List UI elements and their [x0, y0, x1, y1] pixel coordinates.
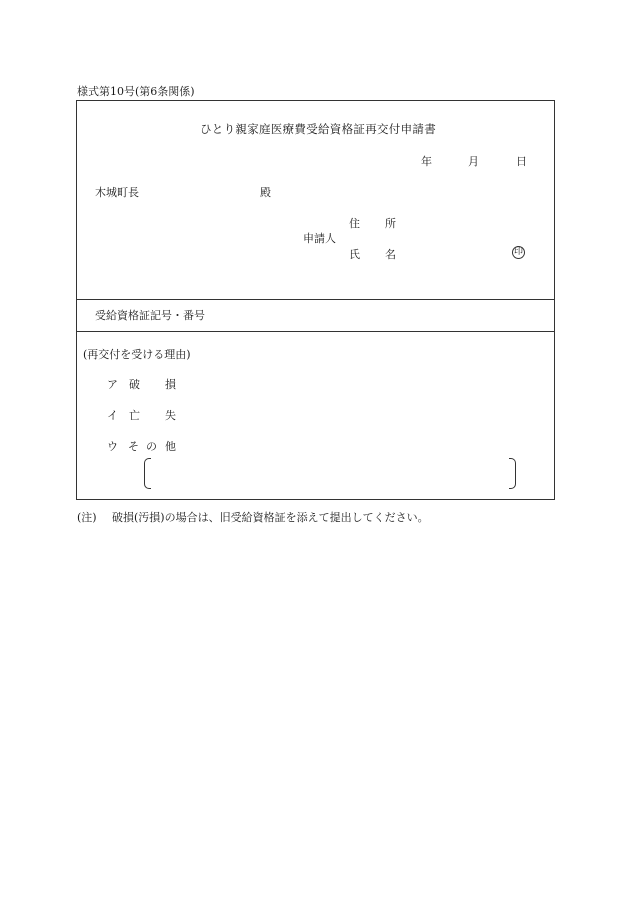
applicant-label: 申請人 — [303, 232, 336, 245]
name-label: 名 — [385, 248, 396, 261]
note-text: 破損(汚損)の場合は、旧受給資格証を添えて提出してください。 — [112, 511, 429, 524]
section-divider — [77, 331, 554, 332]
reason-option-label: そ — [128, 440, 139, 453]
date-day-label: 日 — [516, 155, 527, 168]
reason-option-label: 失 — [165, 409, 176, 422]
other-reason-bracket-right — [509, 458, 516, 489]
reason-option-label: 損 — [165, 378, 176, 391]
reason-option-letter: ア — [107, 378, 118, 391]
cert-number-label: 受給資格証記号・番号 — [95, 309, 205, 322]
address-label: 住 — [349, 217, 360, 230]
reason-option-letter: イ — [107, 409, 118, 422]
reason-option-label: 亡 — [129, 409, 140, 422]
name-label: 氏 — [349, 248, 360, 261]
address-label: 所 — [385, 217, 396, 230]
date-month-label: 月 — [468, 155, 479, 168]
seal-mark-icon: 印 — [513, 247, 523, 257]
note-label: (注) — [77, 511, 97, 524]
reason-option-letter: ウ — [107, 440, 118, 453]
reason-option-label: の — [146, 440, 157, 453]
addressee: 木城町長 — [95, 186, 139, 199]
reason-heading: (再交付を受ける理由) — [83, 348, 191, 361]
honorific: 殿 — [260, 186, 271, 199]
date-year-label: 年 — [421, 155, 432, 168]
reason-option-label: 他 — [165, 440, 176, 453]
form-caption: 様式第10号(第6条関係) — [77, 85, 195, 98]
form-title: ひとり親家庭医療費受給資格証再交付申請書 — [200, 122, 436, 136]
reason-option-label: 破 — [129, 378, 140, 391]
other-reason-bracket-left — [144, 458, 151, 489]
section-divider — [77, 299, 554, 300]
